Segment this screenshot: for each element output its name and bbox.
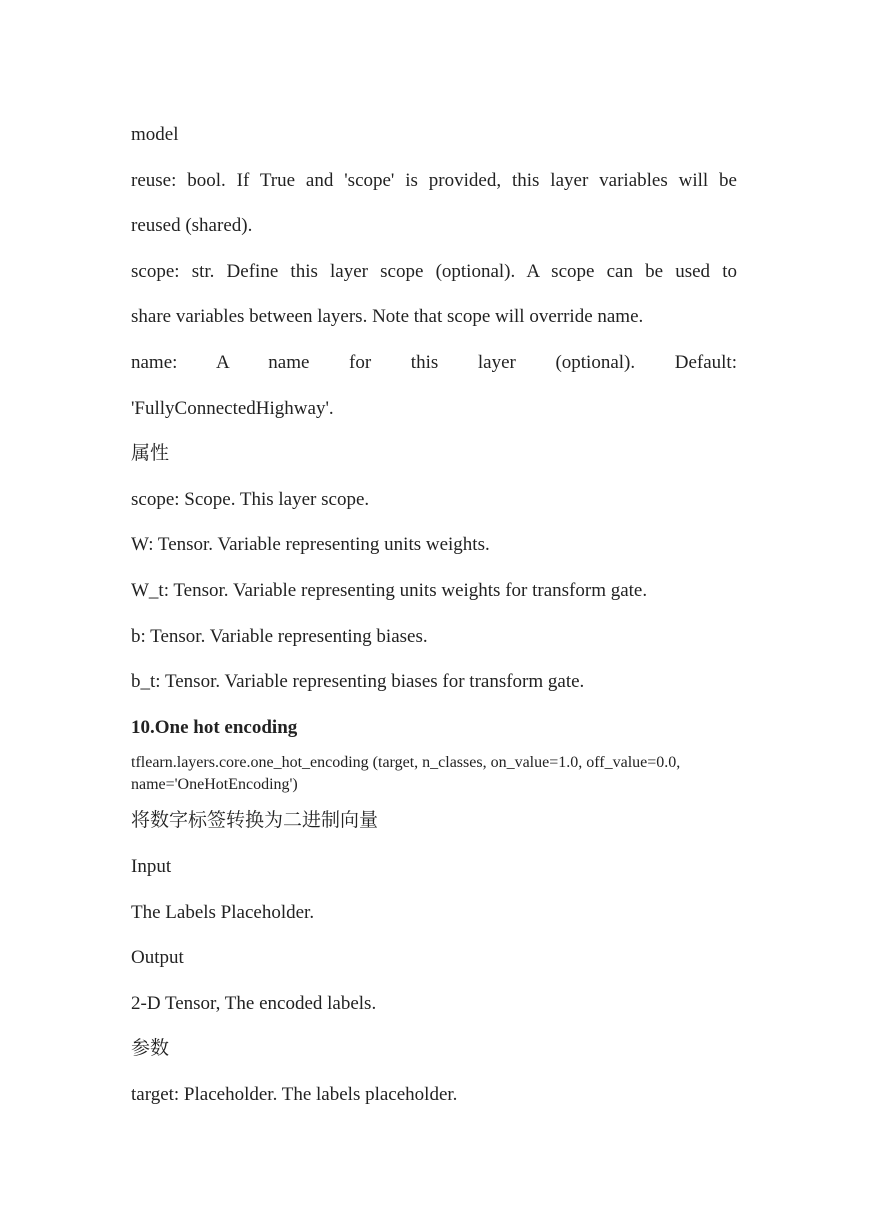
document-page (131, 112, 737, 1117)
attr-b: b: Tensor. Variable representing biases. (131, 625, 428, 647)
attr-b-t: b_t: Tensor. Variable representing biases for transform gate. (131, 671, 585, 693)
param-reuse-line-1: reuse: bool. If True and 'scope' is provided, this layer variables will be (131, 169, 737, 191)
function-description: 将数字标签转换为二进制向量 (131, 809, 379, 832)
text-model: model (131, 124, 179, 145)
output-heading: Output (131, 947, 184, 969)
param-scope-line-2: share variables between layers. Note that scope will override name. (131, 306, 644, 328)
param-reuse-line-2: reused (shared). (131, 215, 253, 237)
attributes-heading: 属性 (131, 442, 170, 465)
param-name-line-2: 'FullyConnectedHighway'. (131, 397, 334, 419)
param-scope-line-1: scope: str. Define this layer scope (optional). A scope can be used to (131, 260, 737, 282)
section-title: 10.One hot encoding (131, 716, 298, 738)
function-signature: tflearn.layers.core.one_hot_encoding (target, n_classes, on_value=1.0, off_value=0.0, name='OneHotEncoding') (131, 754, 681, 794)
input-heading: Input (131, 855, 172, 877)
params-heading: 参数 (131, 1037, 170, 1060)
output-text: 2-D Tensor, The encoded labels. (131, 992, 377, 1014)
param-target: target: Placeholder. The labels placeholder. (131, 1083, 458, 1105)
attr-w-t: W_t: Tensor. Variable representing units weights for transform gate. (131, 579, 648, 601)
param-name-line-1: name: A name for this layer (optional). Default: (131, 351, 737, 373)
attr-w: W: Tensor. Variable representing units weights. (131, 534, 490, 556)
attr-scope: scope: Scope. This layer scope. (131, 488, 370, 510)
input-text: The Labels Placeholder. (131, 901, 315, 923)
